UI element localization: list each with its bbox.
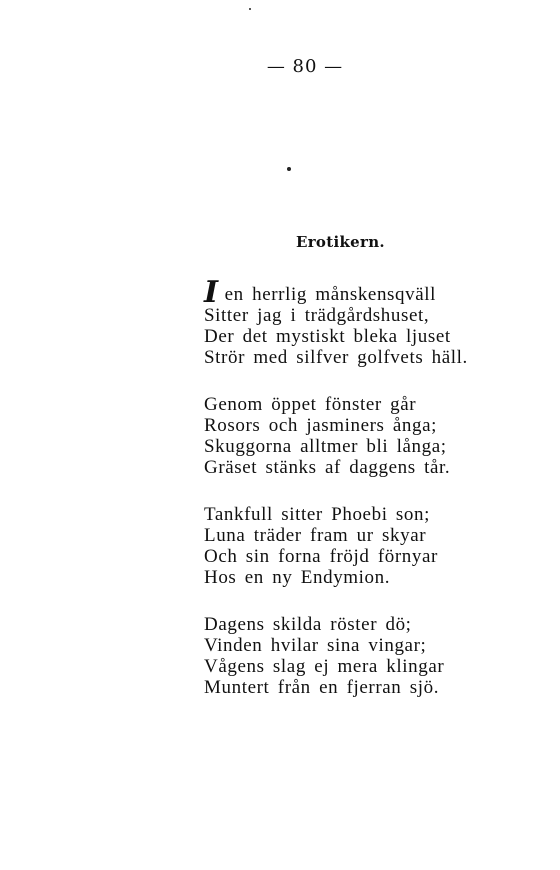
poem-line: Skuggorna alltmer bli långa; bbox=[204, 436, 447, 457]
stanza bbox=[204, 504, 468, 588]
poem-line: Sitter jag i trädgårdshuset, bbox=[204, 305, 430, 326]
poem-line: Gräset stänks af daggens tår. bbox=[204, 457, 451, 478]
poem-line: Dagens skilda röster dö; bbox=[204, 614, 412, 635]
poem-line: Vågens slag ej mera klingar bbox=[204, 656, 445, 677]
poem-line: Luna träder fram ur skyar bbox=[204, 525, 427, 546]
poem-line: Rosors och jasminers ånga; bbox=[204, 415, 438, 436]
poem-line: Muntert från en fjerran sjö. bbox=[204, 677, 440, 698]
poem-line: Och sin forna fröjd förnyar bbox=[204, 546, 438, 567]
ink-speck bbox=[249, 8, 251, 10]
page-number bbox=[25, 56, 560, 77]
page-number-text: — 80 — bbox=[266, 56, 344, 77]
ink-speck bbox=[287, 167, 291, 171]
poem-line: Genom öppet fönster går bbox=[204, 394, 417, 415]
poem-line-text: en herrlig månskensqväll bbox=[224, 284, 437, 305]
poem-line: Hos en ny Endymion. bbox=[204, 567, 391, 588]
stanza bbox=[204, 614, 468, 698]
poem-body bbox=[204, 275, 468, 724]
poem-line: Tankfull sitter Phoebi son; bbox=[204, 504, 430, 525]
stanza bbox=[204, 275, 468, 368]
poem-line: Vinden hvilar sina vingar; bbox=[204, 635, 427, 656]
drop-cap: I bbox=[204, 275, 219, 310]
poem-title: Erotikern. bbox=[296, 233, 385, 251]
poem-line bbox=[204, 275, 468, 310]
stanza bbox=[204, 394, 468, 478]
poem-line: Der det mystiskt bleka ljuset bbox=[204, 326, 451, 347]
poem-line: Strör med silfver golfvets häll. bbox=[204, 347, 468, 368]
